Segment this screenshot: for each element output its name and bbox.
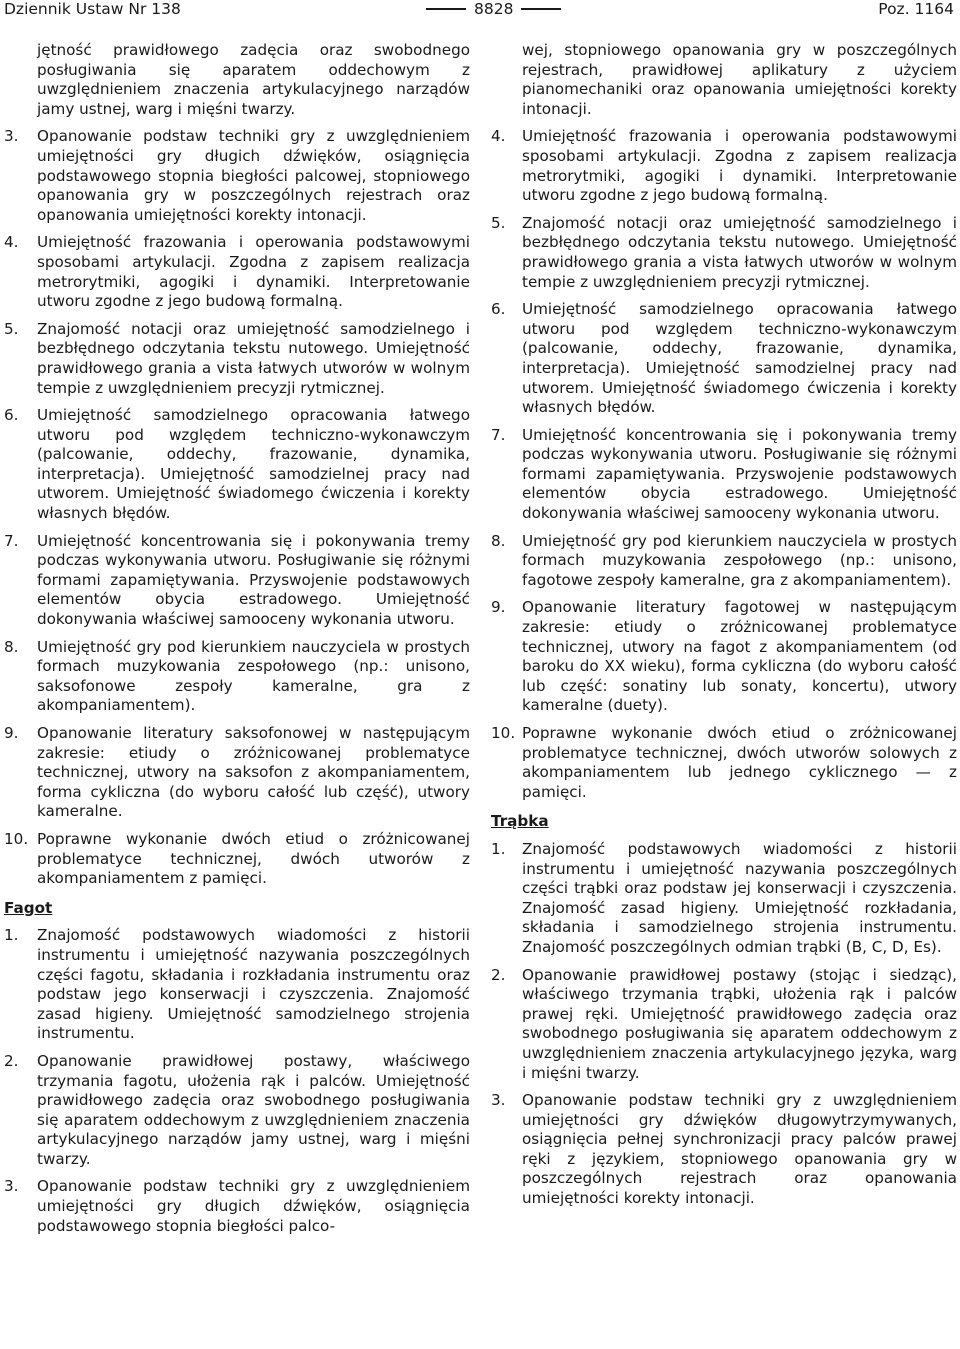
item-number: 7. [491,425,506,444]
item-text: Umiejętność samodzielnego opracowania łatwego utworu pod względem techniczno-wykonawczym (palcowanie, oddechy, frazowanie, dynamika, interpretacja). Umiejętność samodzielnej pracy nad utworem. Umiejętność świadomego ćwiczenia i korekty własnych błędów. [522,300,957,417]
item-number: 5. [4,319,19,338]
right-item-list [491,127,957,802]
item-text: Opanowanie podstaw techniki gry z uwzględnieniem umiejętności gry długich dźwięków, osiągnięcia podstawowego stopnia biegłości palco- [37,1177,470,1235]
item-number: 9. [491,598,506,617]
list-item [4,926,470,1044]
item-number: 4. [4,233,19,252]
right-column [491,41,957,1217]
item-number: 4. [491,127,506,146]
item-text: Umiejętność samodzielnego opracowania łatwego utworu pod względem techniczno-wykonawczym (palcowanie, oddechy, frazowanie, dynamika, interpretacja). Umiejętność samodzielnej pracy nad utworem. Umiejętność świadomego ćwiczenia i korekty własnych błędów. [37,406,470,523]
item-number: 1. [491,839,506,858]
list-item [491,300,957,418]
item-text: Poprawne wykonanie dwóch etiud o zróżnicowanej problematyce technicznej, dwóch utworów z akompaniamentem z pamięci. [37,829,470,888]
item-text: Opanowanie prawidłowej postawy (stojąc i siedząc), właściwego trzymania trąbki, ułożenia rąk i palców prawej ręki. Umiejętność prawidłowego zadęcia oraz swobodnego posługiwania się aparatem oddechowym z uwzględnieniem znaczenia artykulacyjnego języka, warg i mięśni twarzy. [522,965,957,1082]
item-number: 3. [4,127,19,146]
item-number: 3. [4,1177,19,1196]
item-text: Opanowanie podstaw techniki gry z uwzględnieniem umiejętności gry długich dźwięków, osiągnięcia podstawowego stopnia biegłości palcowej, stopniowego opanowania gry w poszczególnych rejestrach oraz opanowania umiejętności korekty intonacji. [37,127,470,224]
section-heading-trabka: Trąbka [491,812,549,831]
page-number: 8828 [474,0,514,18]
list-item [491,532,957,591]
dash-left [426,8,466,9]
item-number: 2. [4,1051,19,1070]
item-number: 2. [491,965,506,984]
item-number: 6. [4,406,19,425]
page-header [0,0,960,24]
dash-right [521,8,561,9]
position-number: Poz. 1164 [878,0,954,18]
section-heading-fagot: Fagot [4,898,53,917]
list-item [4,127,470,225]
item-text: Opanowanie podstaw techniki gry z uwzględnieniem umiejętności gry dźwięków długowytrzymywanych, osiągnięcia pełnej synchronizacji pracy palców prawej ręki z językiem, stopniowego opanowania gry w poszczególnych rejestrach oraz opanowania umiejętności korekty intonacji. [522,1091,957,1208]
continuation-paragraph: jętność prawidłowego zadęcia oraz swobodnego posługiwania się aparatem oddechowym z uwzględnieniem znaczenia artykulacyjnego narządów jamy ustnej, warg i mięśni twarzy. [37,41,470,118]
item-text: Znajomość notacji oraz umiejętność samodzielnego i bezbłędnego odczytania tekstu nutowego. Umiejętność prawidłowego grania a vista łatwych utworów w wolnym tempie z uwzględnieniem precyzji rytmicznej. [522,213,957,291]
item-text: Znajomość notacji oraz umiejętność samodzielnego i bezbłędnego odczytania tekstu nutowego. Umiejętność prawidłowego grania a vista łatwych utworów w wolnym tempie z uwzględnieniem precyzji rytmicznej. [37,319,470,397]
list-item [491,598,957,716]
list-item [491,1091,957,1209]
item-number: 6. [491,300,506,319]
item-number: 10. [4,829,29,848]
item-text: Umiejętność gry pod kierunkiem nauczyciela w prostych formach muzykowania zespołowego (np.: unisono, saksofonowe zespoły kameralne, gra z akompaniamentem). [37,637,470,715]
list-item [491,214,957,292]
page-number-block [418,0,569,18]
item-text: Opanowanie literatury saksofonowej w następującym zakresie: etiudy o zróżnicowanej problematyce technicznej, utwory na saksofon z akompaniamentem, forma cykliczna (do wyboru całość lub część), utwory kameralne. [37,724,470,821]
left-column [4,41,470,1244]
item-text: Umiejętność frazowania i operowania podstawowymi sposobami artykulacji. Zgodna z zapisem realizacja metrorytmiki, agogiki i dynamiki. Interpretowanie utworu zgodne z jego budową formalną. [522,127,957,205]
list-item [4,406,470,524]
list-item [4,830,470,889]
list-item [4,1177,470,1236]
list-item [491,966,957,1084]
list-item [4,1052,470,1170]
item-number: 1. [4,926,19,945]
list-item [4,233,470,311]
list-item [491,426,957,524]
item-number: 7. [4,531,19,550]
list-item [4,724,470,822]
list-item [491,724,957,802]
list-item [4,638,470,716]
journal-title: Dziennik Ustaw Nr 138 [4,0,181,18]
item-text: Opanowanie literatury fagotowej w następującym zakresie: etiudy o zróżnicowanej problematyce technicznej, utwory na fagot z akompaniamentem (od baroku do XX wieku), forma cykliczna (do wyboru całość lub część: sonatiny lub sonaty, koncertu), utwory kameralne (duety). [522,598,957,715]
list-item [4,532,470,630]
fagot-item-list [4,926,470,1236]
item-text: Znajomość podstawowych wiadomości z historii instrumentu i umiejętność nazywania poszczególnych części fagotu, składania i rozkładania instrumentu oraz podstaw jego konserwacji i czyszczenia. Znajomość zasad higieny. Umiejętność samodzielnego strojenia instrumentu. [37,926,470,1043]
list-item [491,840,957,958]
item-text: Znajomość podstawowych wiadomości z historii instrumentu i umiejętność nazywania poszczególnych części trąbki oraz podstaw jej konserwacji i czyszczenia. Znajomość zasad higieny. Umiejętność rozkładania, składania i samodzielnego strojenia instrumentu. Znajomość poszczególnych odmian trąbki (B, C, D, Es). [522,839,957,956]
item-number: 8. [491,531,506,550]
item-number: 5. [491,213,506,232]
item-number: 9. [4,724,19,742]
item-text: Poprawne wykonanie dwóch etiud o zróżnicowanej problematyce technicznej, dwóch utworów solowych z akompaniamentem lub jednego cyklicznego — z pamięci. [522,724,957,801]
list-item [4,320,470,398]
left-item-list [4,127,470,888]
item-number: 10. [491,724,516,742]
item-text: Umiejętność frazowania i operowania podstawowymi sposobami artykulacji. Zgodna z zapisem realizacja metrorytmiki, agogiki i dynamiki. Interpretowanie utworu zgodne z jego budową formalną. [37,233,470,311]
item-number: 8. [4,637,19,656]
item-text: Umiejętność koncentrowania się i pokonywania tremy podczas wykonywania utworu. Posługiwanie się różnymi formami zapamiętywania. Przyswojenie podstawowych elementów obycia estradowego. Umiejętność dokonywania właściwej samooceny wykonania utworu. [37,531,470,629]
item-text: Umiejętność gry pod kierunkiem nauczyciela w prostych formach muzykowania zespołowego (np.: unisono, fagotowe zespoły kameralne, gra z akompaniamentem). [522,531,957,589]
list-item [491,127,957,205]
trabka-item-list [491,840,957,1209]
item-text: Umiejętność koncentrowania się i pokonywania tremy podczas wykonywania utworu. Posługiwanie się różnymi formami zapamiętywania. Przyswojenie podstawowych elementów obycia estradowego. Umiejętność dokonywania właściwej samooceny wykonania utworu. [522,425,957,523]
continuation-paragraph: wej, stopniowego opanowania gry w poszczególnych rejestrach, prawidłowej aplikatury z użyciem pianomechaniki oraz opanowania umiejętności korekty intonacji. [522,41,957,118]
item-number: 3. [491,1091,506,1110]
item-text: Opanowanie prawidłowej postawy, właściwego trzymania fagotu, ułożenia rąk i palców. Umiejętność prawidłowego zadęcia oraz swobodnego posługiwania się aparatem oddechowym z uwzględnieniem znaczenia artykulacyjnego narządów jamy ustnej, warg i mięśni twarzy. [37,1051,470,1168]
